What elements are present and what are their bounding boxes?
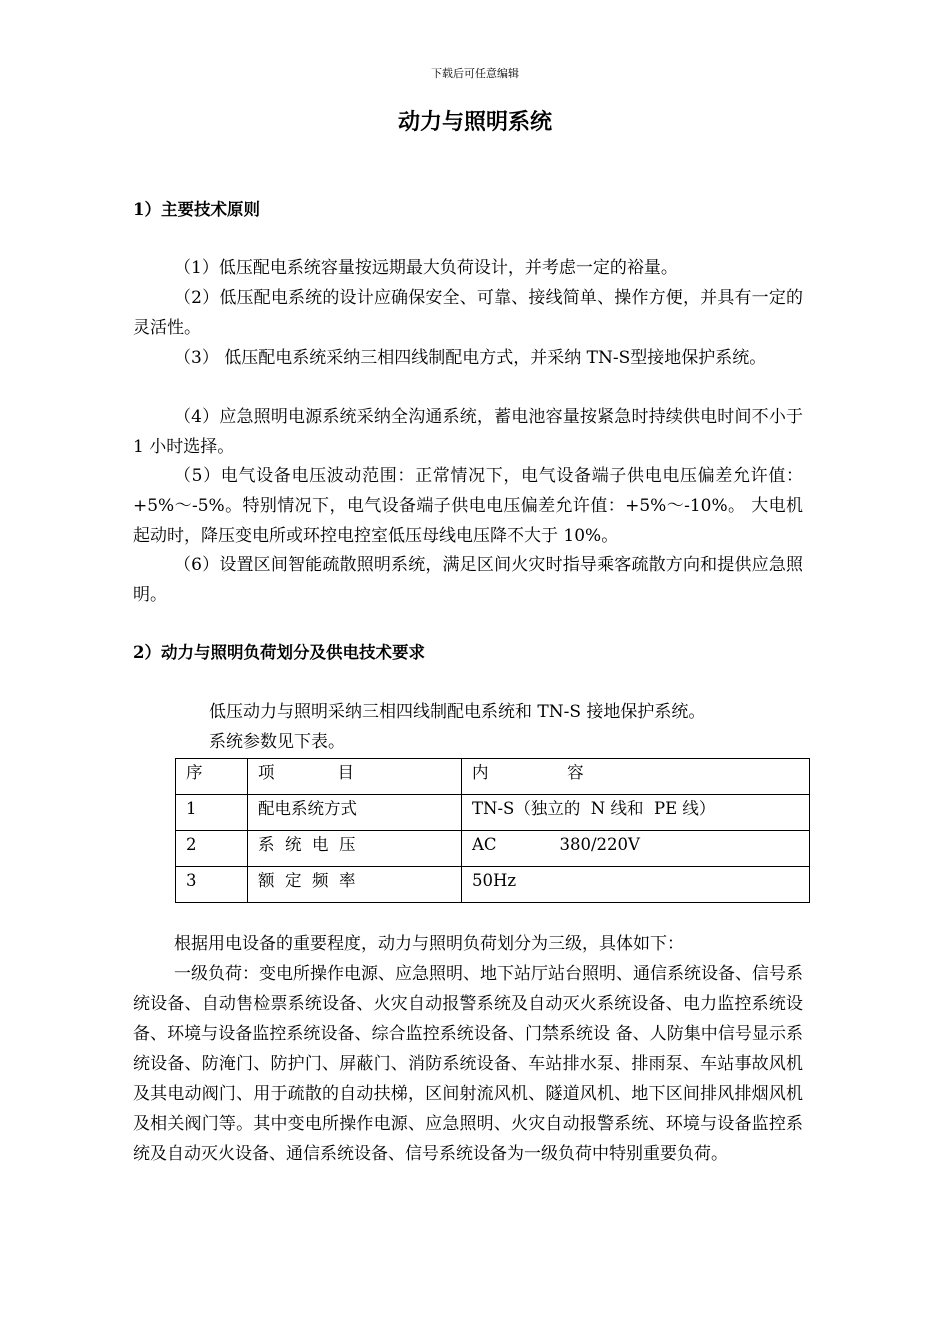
header-note: 下载后可任意编辑 [431, 67, 519, 80]
table-cell: TN-S（独立的 N 线和 PE 线） [462, 795, 810, 831]
table-cell: 额 定 频 率 [248, 867, 462, 903]
section1-item-2: （2）低压配电系统的设计应确保安全、可靠、接线简单、操作方便，并具有一定的灵活性。 [133, 288, 803, 338]
section1-item-4: （4）应急照明电源系统采纳全沟通系统，蓄电池容量按紧急时持续供电时间不小于 1 小时选择。 [133, 407, 803, 457]
level1-load-paragraph: 一级负荷：变电所操作电源、应急照明、地下站厅站台照明、通信系统设备、信号系统设备、自动售检票系统设备、火灾自动报警系统及自动灭火系统设备、电力监控系统设备、环境与设备监控系统设备、综合监控系统设备、门禁系统设 备、人防集中信号显示系统设备、防淹门、防护门、屏蔽门、消防系统设备、车站排水泵、排雨泵、车站事故风机及其电动阀门、用于疏散的自动扶梯，区间射流风机、隧道风机、地下区间排风排烟风机及相关阀门等。其中变电所操作电源、应急照明、火灾自动报警系统、环境与设备监控系统及自动灭火设备、通信系统设备、信号系统设备为一级负荷中特别重要负荷。 [133, 964, 803, 1164]
table-header-row [176, 759, 810, 795]
parameter-table [175, 758, 810, 903]
table-header-cell: 项 目 [248, 759, 462, 795]
table-header-cell: 内 容 [462, 759, 810, 795]
document-title: 动力与照明系统 [397, 109, 552, 135]
table-cell: 配电系统方式 [248, 795, 462, 831]
table-cell: 1 [176, 795, 248, 831]
table-row [176, 831, 810, 867]
load-levels-paragraph: 根据用电设备的重要程度，动力与照明负荷划分为三级，具体如下： [174, 934, 684, 954]
table-row [176, 795, 810, 831]
table-cell: 3 [176, 867, 248, 903]
section2-intro-line1: 低压动力与照明采纳三相四线制配电系统和 TN-S 接地保护系统。 [209, 702, 706, 722]
table-row [176, 867, 810, 903]
table-cell: 50Hz [462, 867, 810, 903]
section1-item-5: （5）电气设备电压波动范围：正常情况下，电气设备端子供电电压偏差允许值：+5%～-5%。特别情况下，电气设备端子供电电压偏差允许值：+5%～-10%。 大电机起动时，降压变电所或环控电控室低压母线电压降不大于 10%。 [133, 466, 803, 546]
section1-item-3: （3） 低压配电系统采纳三相四线制配电方式，并采纳 TN-S型接地保护系统。 [174, 348, 767, 368]
section1-heading: 1）主要技术原则 [133, 200, 260, 219]
section1-item-6: （6）设置区间智能疏散照明系统，满足区间火灾时指导乘客疏散方向和提供应急照明。 [133, 555, 803, 605]
table-cell: 2 [176, 831, 248, 867]
table-cell: 系 统 电 压 [248, 831, 462, 867]
table-header-cell: 序 [176, 759, 248, 795]
section2-heading: 2）动力与照明负荷划分及供电技术要求 [133, 643, 425, 662]
table-cell: AC 380/220V [462, 831, 810, 867]
section1-item-1: （1）低压配电系统容量按远期最大负荷设计，并考虑一定的裕量。 [174, 258, 678, 278]
section2-intro-line2: 系统参数见下表。 [209, 732, 345, 752]
